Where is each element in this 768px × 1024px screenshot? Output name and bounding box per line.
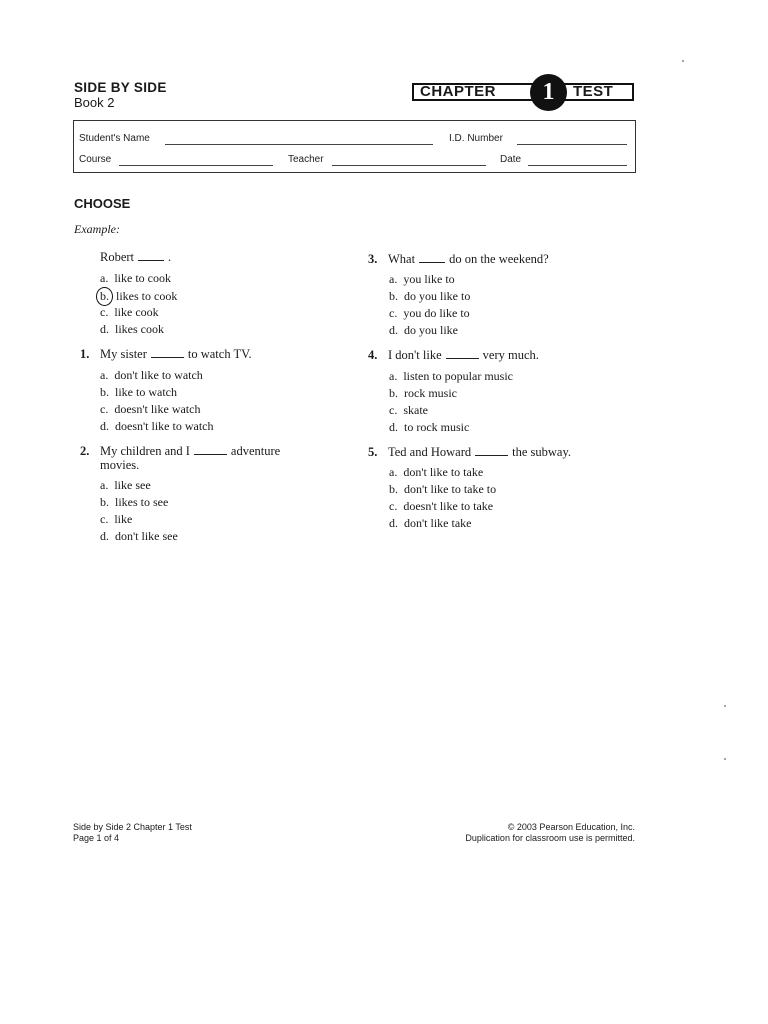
q5-option-b[interactable] bbox=[389, 481, 496, 498]
question-5 bbox=[368, 444, 571, 461]
option-letter: d. bbox=[389, 516, 398, 530]
q3-option-c[interactable] bbox=[389, 305, 470, 322]
example-option-a[interactable] bbox=[100, 270, 171, 287]
option-letter: b. bbox=[389, 386, 398, 400]
question-text: the subway. bbox=[512, 445, 572, 459]
option-text: you like to bbox=[403, 272, 455, 286]
q4-option-b[interactable] bbox=[389, 385, 457, 402]
series-title: SIDE BY SIDE bbox=[74, 80, 167, 95]
option-letter: a. bbox=[100, 478, 109, 492]
example-label: Example: bbox=[74, 222, 120, 236]
question-text: to watch TV. bbox=[187, 347, 252, 361]
course-label: Course bbox=[79, 154, 112, 165]
question-text: What bbox=[388, 252, 416, 266]
option-letter: a. bbox=[389, 369, 398, 383]
q3-option-d[interactable] bbox=[389, 322, 458, 339]
question-text: do on the weekend? bbox=[449, 252, 549, 266]
question-number: 5. bbox=[368, 445, 378, 459]
question-text: adventure bbox=[230, 444, 281, 458]
id-number-field[interactable] bbox=[517, 144, 627, 145]
date-label: Date bbox=[500, 154, 522, 165]
option-text: doesn't like to watch bbox=[115, 419, 214, 433]
q5-option-a[interactable] bbox=[389, 464, 483, 481]
q3-option-b[interactable] bbox=[389, 288, 470, 305]
option-text: don't like to watch bbox=[114, 368, 203, 382]
option-letter: a. bbox=[389, 272, 398, 286]
q3-option-a[interactable] bbox=[389, 271, 455, 288]
question-text: Ted and Howard bbox=[388, 445, 472, 459]
q4-option-d[interactable] bbox=[389, 419, 469, 436]
option-text: like to cook bbox=[114, 271, 171, 285]
footer-permission: Duplication for classroom use is permitted. bbox=[465, 833, 635, 843]
option-text: don't like to take to bbox=[404, 482, 497, 496]
footer-copyright: © 2003 Pearson Education, Inc. bbox=[507, 822, 635, 832]
option-letter: c. bbox=[100, 402, 109, 416]
option-text: like to watch bbox=[115, 385, 177, 399]
option-text: don't like see bbox=[115, 529, 178, 543]
scan-speck bbox=[724, 705, 726, 707]
option-letter: d. bbox=[389, 323, 398, 337]
option-text: likes to cook bbox=[116, 289, 178, 303]
footer-right bbox=[440, 822, 635, 844]
section-title: CHOOSE bbox=[74, 196, 131, 211]
question-text: I don't like bbox=[388, 348, 442, 362]
example-option-c[interactable] bbox=[100, 304, 159, 321]
course-field[interactable] bbox=[119, 165, 273, 166]
scan-speck bbox=[682, 60, 684, 62]
option-letter: d. bbox=[100, 322, 109, 336]
option-text: skate bbox=[403, 403, 428, 417]
option-text: rock music bbox=[404, 386, 457, 400]
question-3 bbox=[368, 251, 549, 268]
date-field[interactable] bbox=[528, 165, 627, 166]
q1-option-d[interactable] bbox=[100, 418, 213, 435]
option-text: don't like to take bbox=[403, 465, 484, 479]
q1-option-c[interactable] bbox=[100, 401, 200, 418]
answer-blank bbox=[151, 347, 184, 358]
q5-option-c[interactable] bbox=[389, 498, 493, 515]
example-stem: Robert . bbox=[100, 250, 172, 264]
chapter-number-badge: 1 bbox=[530, 74, 567, 111]
scan-speck bbox=[724, 758, 726, 760]
option-letter: c. bbox=[100, 305, 109, 319]
option-text: doesn't like watch bbox=[114, 402, 201, 416]
option-text: like see bbox=[114, 478, 151, 492]
student-name-field[interactable] bbox=[165, 144, 433, 145]
q4-option-c[interactable] bbox=[389, 402, 428, 419]
option-text: like bbox=[114, 512, 133, 526]
student-name-label: Student's Name bbox=[79, 133, 150, 144]
q2-option-d[interactable] bbox=[100, 528, 178, 545]
answer-blank bbox=[475, 445, 508, 456]
answer-blank bbox=[138, 250, 164, 261]
q1-option-b[interactable] bbox=[100, 384, 177, 401]
question-2-line2: movies. bbox=[100, 458, 140, 472]
option-text: like cook bbox=[114, 305, 159, 319]
question-text: My children and I bbox=[100, 444, 190, 458]
option-letter: d. bbox=[389, 420, 398, 434]
question-number: 4. bbox=[368, 348, 378, 362]
footer-left bbox=[73, 822, 192, 844]
option-letter: b. bbox=[389, 482, 398, 496]
chapter-word: CHAPTER bbox=[420, 83, 497, 100]
option-text: you do like to bbox=[403, 306, 470, 320]
teacher-label: Teacher bbox=[288, 154, 324, 165]
option-letter: c. bbox=[389, 499, 398, 513]
option-letter: d. bbox=[100, 419, 109, 433]
option-text: do you like to bbox=[404, 289, 471, 303]
option-text: doesn't like to take bbox=[403, 499, 494, 513]
answer-blank bbox=[194, 444, 227, 455]
option-letter: b. bbox=[389, 289, 398, 303]
option-letter: b. bbox=[100, 495, 109, 509]
footer-test-title: Side by Side 2 Chapter 1 Test bbox=[73, 822, 192, 832]
question-4 bbox=[368, 347, 539, 364]
question-number: 3. bbox=[368, 252, 378, 266]
question-1 bbox=[80, 346, 252, 363]
option-letter: c. bbox=[389, 306, 398, 320]
option-letter: a. bbox=[100, 271, 109, 285]
example-option-d[interactable] bbox=[100, 321, 164, 338]
test-word: TEST bbox=[573, 83, 614, 100]
id-number-label: I.D. Number bbox=[449, 133, 503, 144]
question-text: very much. bbox=[482, 348, 539, 362]
answer-blank bbox=[446, 348, 479, 359]
option-text: do you like bbox=[404, 323, 458, 337]
q2-option-c[interactable] bbox=[100, 511, 132, 528]
teacher-field[interactable] bbox=[332, 165, 486, 166]
q2-option-b[interactable] bbox=[100, 494, 168, 511]
option-letter: b. bbox=[100, 385, 109, 399]
q5-option-d[interactable] bbox=[389, 515, 471, 532]
option-letter: c. bbox=[100, 512, 109, 526]
option-letter: a. bbox=[100, 368, 109, 382]
q2-option-a[interactable] bbox=[100, 477, 151, 494]
answer-blank bbox=[419, 252, 445, 263]
example-stem-text: Robert bbox=[100, 250, 135, 264]
option-letter: a. bbox=[389, 465, 398, 479]
option-text: likes cook bbox=[115, 322, 164, 336]
option-letter: c. bbox=[389, 403, 398, 417]
option-text: don't like take bbox=[404, 516, 472, 530]
q1-option-a[interactable] bbox=[100, 367, 203, 384]
option-text: listen to popular music bbox=[403, 369, 513, 383]
footer-page-number: Page 1 of 4 bbox=[73, 833, 120, 843]
option-text: to rock music bbox=[404, 420, 470, 434]
question-text: My sister bbox=[100, 347, 147, 361]
q4-option-a[interactable] bbox=[389, 368, 513, 385]
question-number: 1. bbox=[80, 347, 90, 361]
question-number: 2. bbox=[80, 444, 90, 458]
option-letter: d. bbox=[100, 529, 109, 543]
option-text: likes to see bbox=[115, 495, 169, 509]
book-label: Book 2 bbox=[74, 95, 115, 110]
circled-answer: b. bbox=[96, 287, 113, 306]
